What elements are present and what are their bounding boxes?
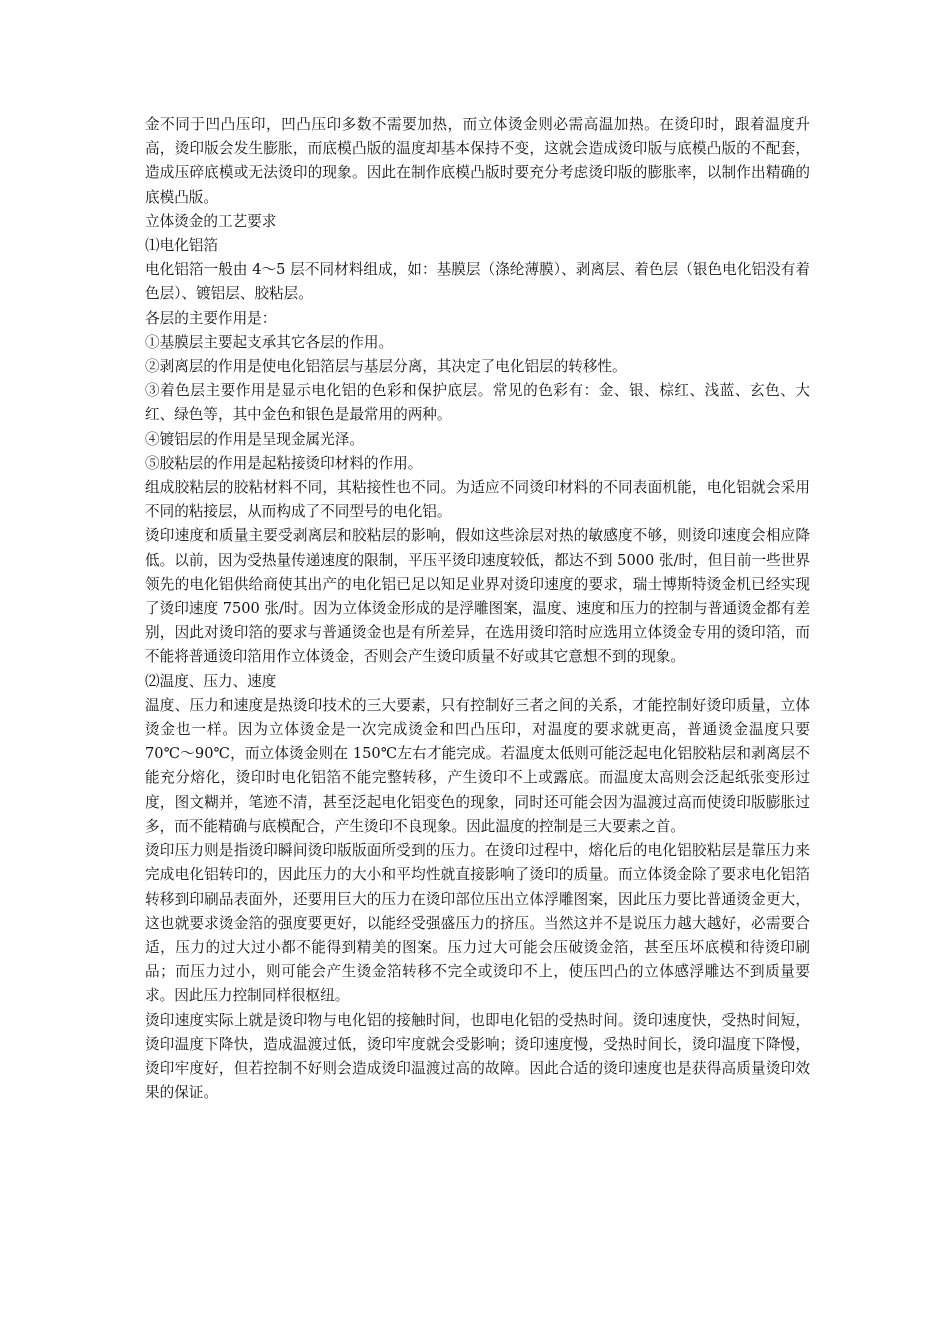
paragraph-adhesive-types: 组成胶粘层的胶粘材料不同，其粘接性也不同。为适应不同烫印材料的不同表面机能，电化铝就会采用不同的粘接层，从而构成了不同型号的电化铝。	[145, 479, 810, 521]
list-item-aluminum-layer: ④镀铝层的作用是呈现金属光泽。	[145, 430, 364, 448]
list-item-adhesive-layer: ⑤胶粘层的作用是起粘接烫印材料的作用。	[145, 454, 423, 472]
list-item-release-layer: ②剥离层的作用是使电化铝箔层与基层分离，其决定了电化铝层的转移性。	[145, 358, 627, 376]
paragraph-speed: 烫印速度实际上就是烫印物与电化铝的接触时间，也即电化铝的受热时间。烫印速度快，受热时间短，烫印温度下降快，造成温渡过低，烫印牢度就会受影响；烫印速度慢，受热时间长，烫印温度下降慢，烫印牢度好，但若控制不好则会造成烫印温渡过高的故障。因此合适的烫印速度也是获得高质量烫印效果的保证。	[145, 1011, 810, 1102]
subheading-temp-pressure-speed: ⑵温度、压力、速度	[145, 672, 277, 690]
list-item-color-layer: ③着色层主要作用是显示电化铝的色彩和保护底层。常见的色彩有：金、银、棕红、浅蓝、玄色、大红、绿色等，其中金色和银色是最常用的两种。	[145, 382, 810, 424]
paragraph-layer-functions-intro: 各层的主要作用是：	[145, 309, 277, 327]
subheading-foil: ⑴电化铝箔	[145, 237, 218, 255]
list-item-base-film: ①基膜层主要起支承其它各层的作用。	[145, 333, 394, 351]
paragraph-temperature: 温度、压力和速度是热烫印技术的三大要素，只有控制好三者之间的关系，才能控制好烫印质量，立体烫金也一样。因为立体烫金是一次完成烫金和凹凸压印，对温度的要求就更高，普通烫金温度只要 70℃～90℃，而立体烫金则在 150℃左右才能完成。若温度太低则可能泛起电化铝胶粘层和剥离层不能充分熔化，烫印时电化铝箔不能完整转移，产生烫印不上或露底。而温度太高则会泛起纸张变形过度，图文糊并，笔迹不清，甚至泛起电化铝变色的现象，同时还可能会因为温渡过高而使烫印版膨胀过多，而不能精确与底模配合，产生烫印不良现象。因此温度的控制是三大要素之首。	[145, 696, 810, 835]
document-body	[145, 113, 810, 1105]
section-heading-process-requirements: 立体烫金的工艺要求	[145, 212, 277, 230]
paragraph-speed-quality: 烫印速度和质量主要受剥离层和胶粘层的影响，假如这些涂层对热的敏感度不够，则烫印速度会相应降低。以前，因为受热量传递速度的限制，平压平烫印速度较低，都达不到 5000 张/时，但目前一些世界领先的电化铝供给商使其出产的电化铝已足以知足业界对烫印速度的要求，瑞士博斯特烫金机已经实现了烫印速度 7500 张/时。因为立体烫金形成的是浮雕图案，温度、速度和压力的控制与普通烫金都有差别，因此对烫印箔的要求与普通烫金也是有所差异，在选用烫印箔时应选用立体烫金专用的烫印箔，而不能将普通烫印箔用作立体烫金，否则会产生烫印质量不好或其它意想不到的现象。	[145, 527, 810, 666]
paragraph-expansion-note: 金不同于凹凸压印，凹凸压印多数不需要加热，而立体烫金则必需高温加热。在烫印时，跟着温度升高，烫印版会发生膨胀，而底模凸版的温度却基本保持不变，这就会造成烫印版与底模凸版的不配套，造成压碎底模或无法烫印的现象。因此在制作底模凸版时要充分考虑烫印版的膨胀率，以制作出精确的底模凸版。	[145, 116, 810, 206]
paragraph-pressure: 烫印压力则是指烫印瞬间烫印版版面所受到的压力。在烫印过程中，熔化后的电化铝胶粘层是靠压力来完成电化铝转印的，因此压力的大小和平均性就直接影响了烫印的质量。而立体烫金除了要求电化铝箔转移到印刷品表面外，还要用巨大的压力在烫印部位压出立体浮雕图案，因此压力要比普通烫金更大，这也就要求烫金箔的强度要更好，以能经受强盛压力的挤压。当然这并不是说压力越大越好，必需要合适，压力的过大过小都不能得到精美的图案。压力过大可能会压破烫金箔，甚至压坏底模和待烫印刷品；而压力过小，则可能会产生烫金箔转移不完全或烫印不上，使压凹凸的立体感浮雕达不到质量要求。因此压力控制同样很枢纽。	[145, 842, 810, 1005]
paragraph-foil-layers: 电化铝箔一般由 4～5 层不同材料组成，如：基膜层（涤纶薄膜）、剥离层、着色层（银色电化铝没有着色层）、镀铝层、胶粘层。	[145, 261, 810, 303]
